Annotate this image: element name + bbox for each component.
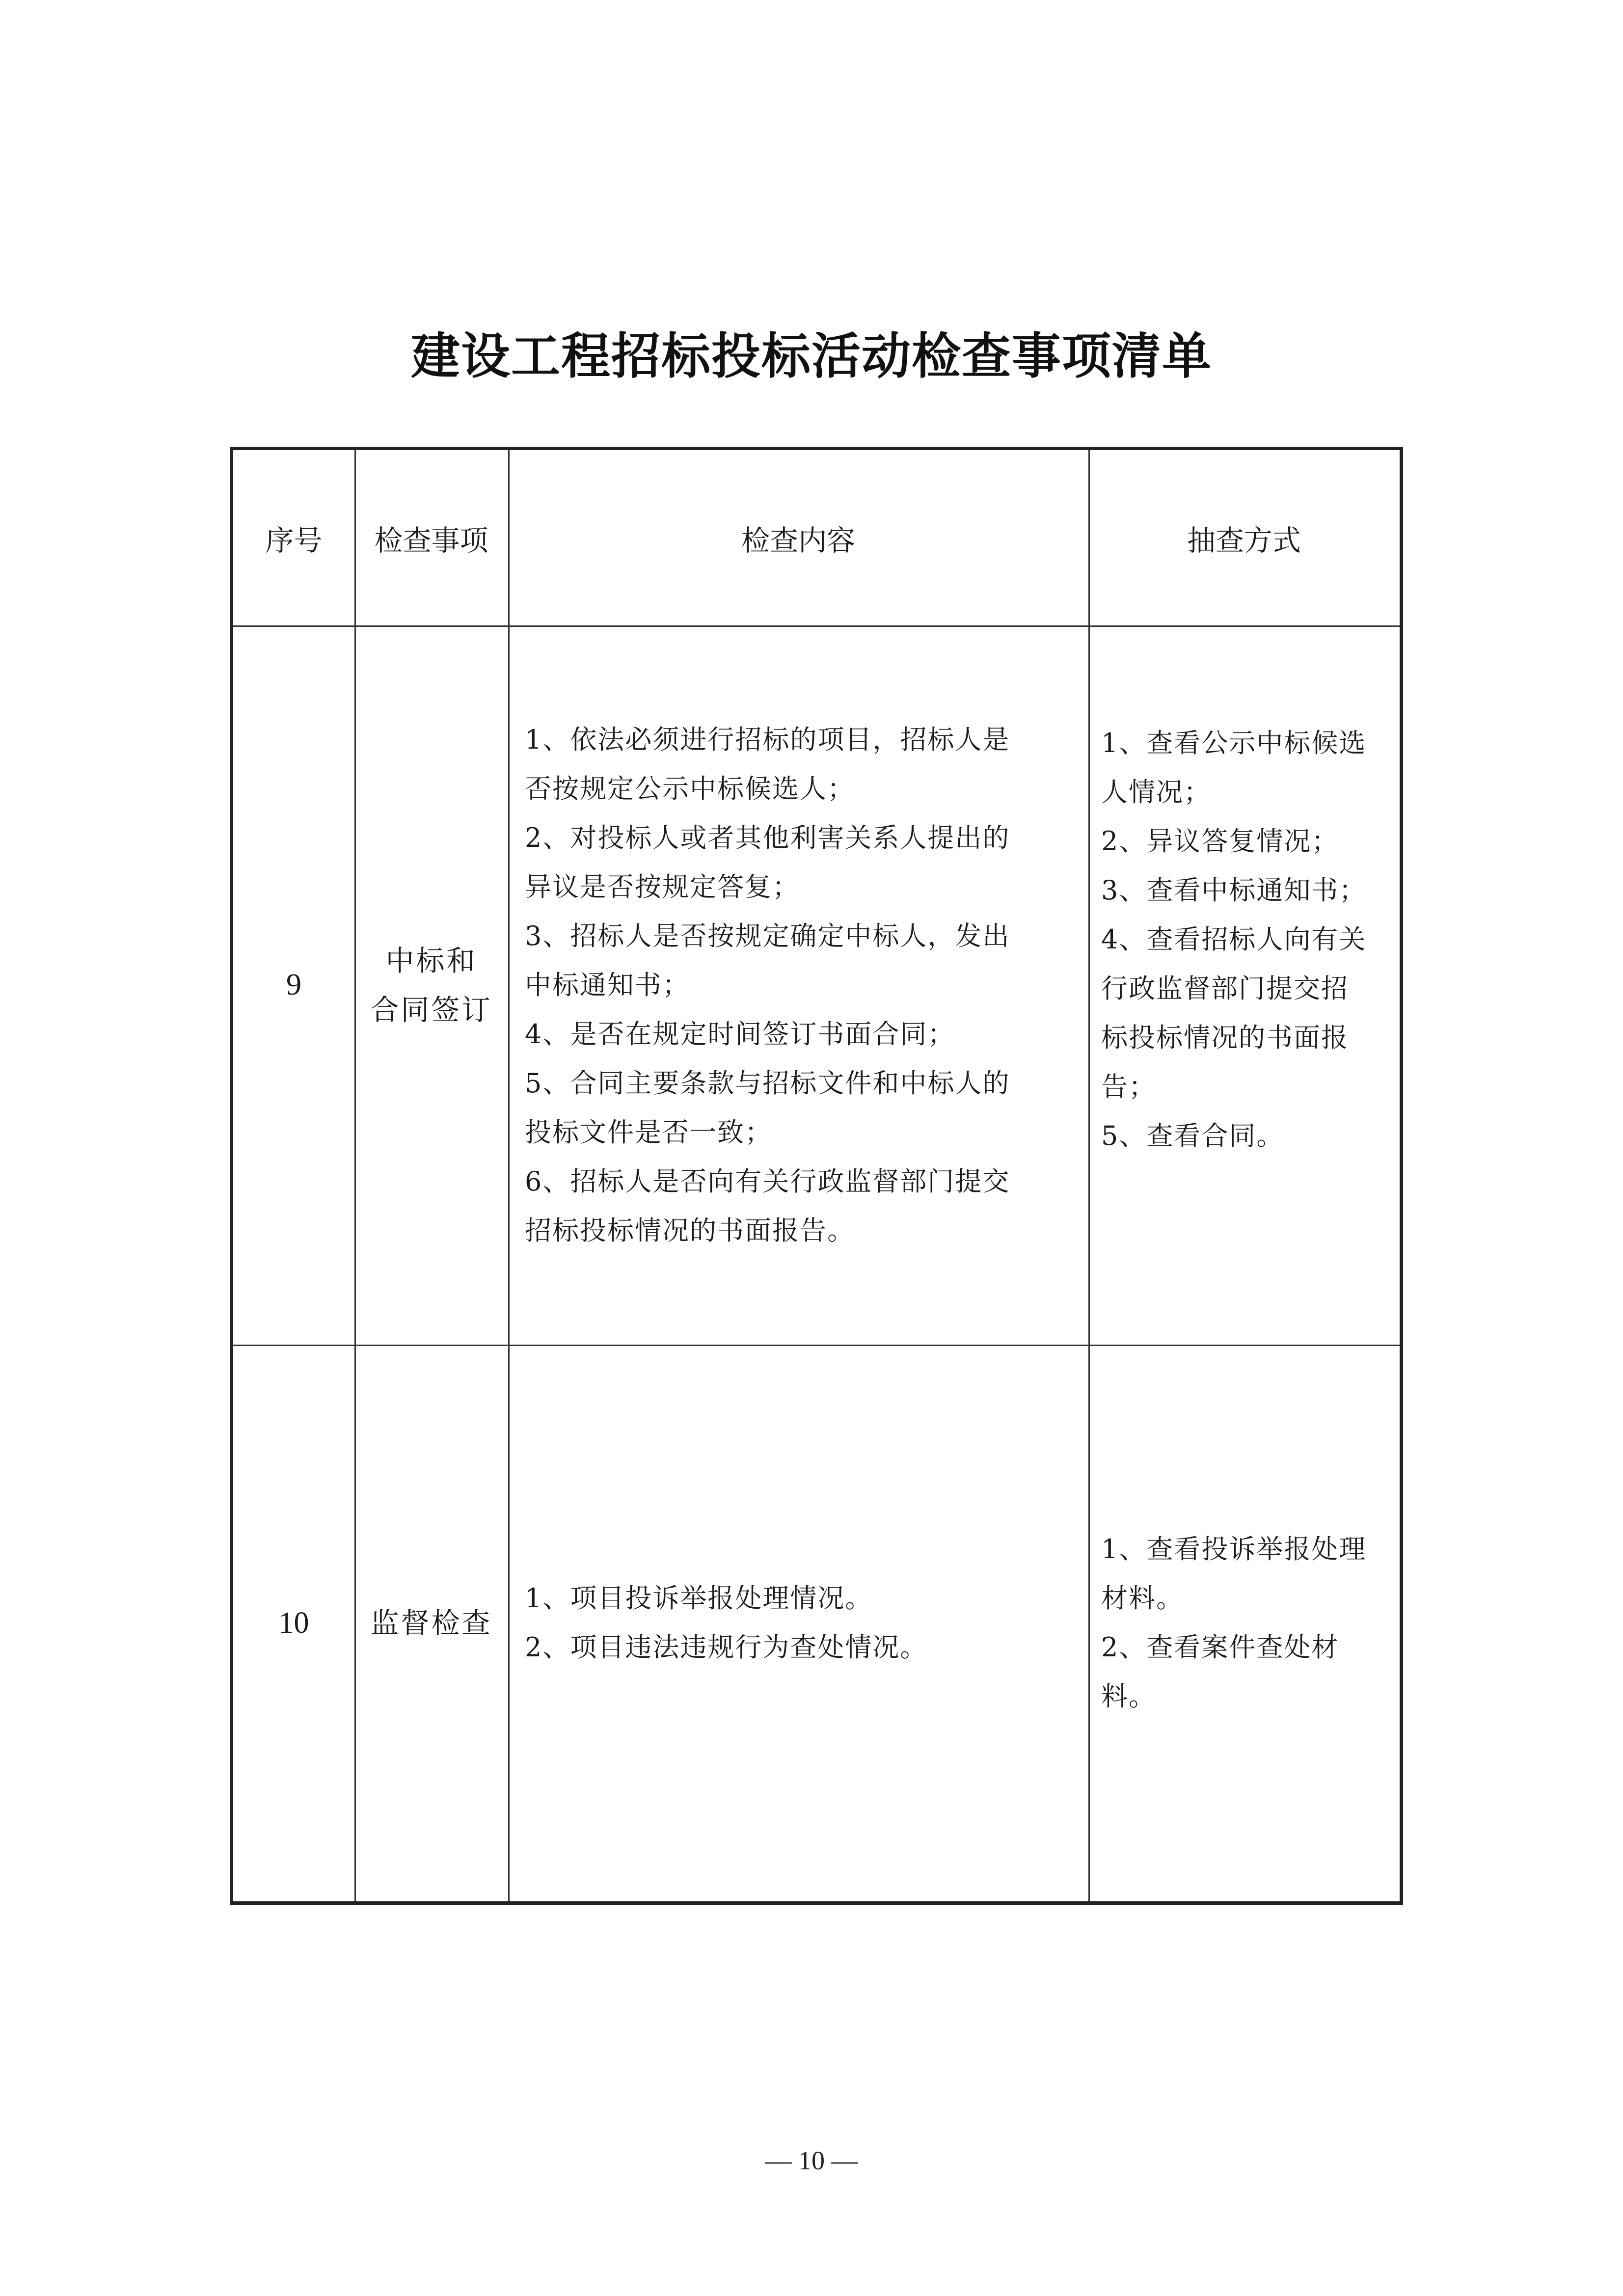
method-line: 1、查看公示中标候选 — [1101, 728, 1367, 758]
inspection-table — [230, 447, 1403, 1905]
method-line: 材料。 — [1101, 1583, 1184, 1614]
content-line: 招标投标情况的书面报告。 — [525, 1215, 855, 1246]
item-line: 合同签订 — [370, 993, 492, 1026]
row-content — [508, 625, 1088, 1345]
content-line: 1、依法必须进行招标的项目，招标人是 — [525, 724, 1010, 755]
item-line: 监督检查 — [370, 1606, 492, 1640]
content-line: 中标通知书； — [525, 969, 690, 1000]
method-line: 料。 — [1101, 1681, 1156, 1712]
content-line: 否按规定公示中标候选人； — [525, 773, 855, 804]
row-item — [354, 625, 508, 1345]
method-line: 告； — [1101, 1071, 1156, 1102]
header-item: 检查事项 — [374, 523, 488, 557]
item-line: 中标和 — [385, 944, 477, 977]
content-line: 投标文件是否一致； — [525, 1116, 772, 1148]
content-line: 2、对投标人或者其他利害关系人提出的 — [525, 822, 1010, 853]
content-line: 1、项目投诉举报处理情况。 — [525, 1583, 873, 1614]
method-line: 标投标情况的书面报 — [1101, 1022, 1349, 1053]
method-line: 2、查看案件查处材 — [1101, 1632, 1339, 1663]
header-content: 检查内容 — [741, 523, 855, 557]
method-line: 3、查看中标通知书； — [1101, 875, 1367, 906]
content-line: 3、招标人是否按规定确定中标人，发出 — [525, 920, 1010, 951]
row-method — [1088, 625, 1400, 1345]
method-line: 5、查看合同。 — [1101, 1120, 1284, 1151]
content-line: 异议是否按规定答复； — [525, 871, 800, 902]
method-line: 人情况； — [1101, 777, 1211, 808]
content-line: 5、合同主要条款与招标文件和中标人的 — [525, 1067, 1010, 1099]
page-title: 建设工程招标投标活动检查事项清单 — [411, 327, 1212, 385]
content-line: 6、招标人是否向有关行政监督部门提交 — [525, 1165, 1010, 1197]
content-line: 2、项目违法违规行为查处情况。 — [525, 1632, 928, 1663]
method-line: 2、异议答复情况； — [1101, 826, 1339, 857]
method-line: 1、查看投诉举报处理 — [1101, 1534, 1367, 1565]
content-line: 4、是否在规定时间签订书面合同； — [525, 1018, 955, 1050]
header-seq: 序号 — [265, 523, 323, 557]
row-item — [354, 1345, 508, 1901]
header-method: 抽查方式 — [1187, 523, 1301, 557]
page-number: — 10 — — [765, 2146, 858, 2175]
row-seq: 9 — [286, 968, 301, 1001]
method-line: 4、查看招标人向有关 — [1101, 924, 1367, 955]
row-seq: 10 — [278, 1606, 309, 1640]
row-content — [508, 1345, 1088, 1901]
method-line: 行政监督部门提交招 — [1101, 973, 1349, 1004]
row-method — [1088, 1345, 1400, 1901]
